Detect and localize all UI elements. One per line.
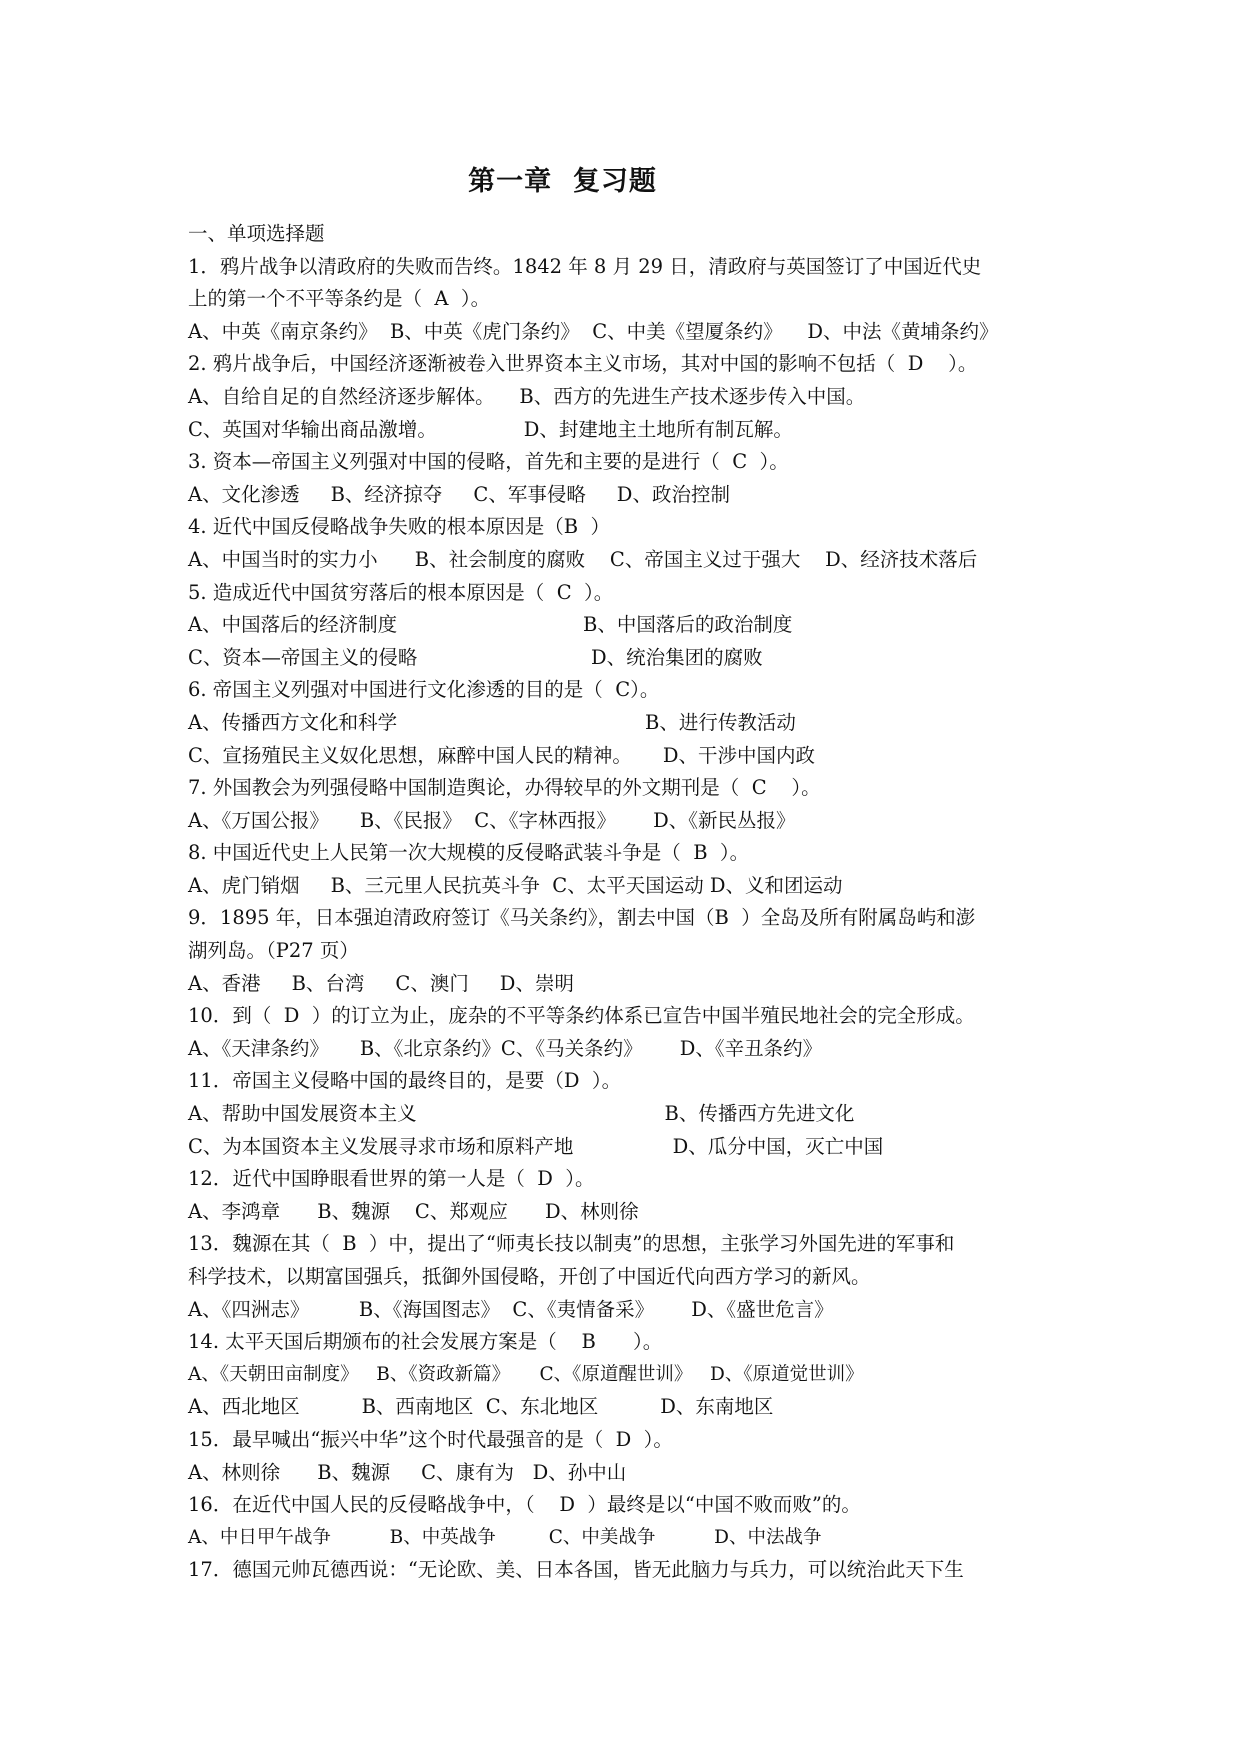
text-line: C、英国对华输出商品激增。 D、封建地主土地所有制瓦解。 [188, 417, 793, 441]
text-line: A、虎门销烟 B、三元里人民抗英斗争 C、太平天国运动 D、义和团运动 [188, 873, 843, 897]
question-list [188, 218, 1088, 1587]
text-line: 10．到（ D ）的订立为止，庞杂的不平等条约体系已宣告中国半殖民地社会的完全形成。 [188, 1004, 975, 1028]
text-line: 2. 鸦片战争后，中国经济逐渐被卷入世界资本主义市场，其对中国的影响不包括（ D ）。 [188, 352, 978, 376]
text-line: 13．魏源在其（ B ）中，提出了“师夷长技以制夷”的思想，主张学习外国先进的军事和 [188, 1232, 955, 1256]
text-line: 1．鸦片战争以清政府的失败而告终。1842 年 8 月 29 日，清政府与英国签订了中国近代史 [188, 254, 982, 278]
text-line: 3. 资本—帝国主义列强对中国的侵略，首先和主要的是进行（ C ）。 [188, 450, 789, 474]
text-line: 上的第一个不平等条约是（ A ）。 [188, 287, 491, 311]
text-line: A、文化渗透 B、经济掠夺 C、军事侵略 D、政治控制 [188, 482, 730, 506]
page-title: 第一章 复习题 [468, 166, 657, 197]
text-line: 12．近代中国睁眼看世界的第一人是（ D ）。 [188, 1167, 595, 1191]
text-line: 科学技术，以期富国强兵，抵御外国侵略，开创了中国近代向西方学习的新风。 [188, 1265, 871, 1288]
text-line: 7. 外国教会为列强侵略中国制造舆论，办得较早的外文期刊是（ C ）。 [188, 776, 821, 800]
text-line: A、中英《南京条约》 B、中英《虎门条约》 C、中美《望厦条约》 D、中法《黄埔条约》 [188, 319, 999, 343]
text-line: 9．1895 年，日本强迫清政府签订《马关条约》，割去中国（B ）全岛及所有附属岛屿和澎 [188, 906, 976, 930]
text-line: A、《天津条约》 B、《北京条约》C、《马关条约》 D、《辛丑条约》 [188, 1036, 823, 1060]
text-line: A、林则徐 B、魏源 C、康有为 D、孙中山 [188, 1460, 627, 1484]
text-line: A、中国落后的经济制度 B、中国落后的政治制度 [188, 613, 793, 637]
text-line: 5. 造成近代中国贫穷落后的根本原因是（ C ）。 [188, 580, 614, 604]
text-line: 8. 中国近代史上人民第一次大规模的反侵略武装斗争是（ B ）。 [188, 841, 750, 865]
text-line: A、香港 B、台湾 C、澳门 D、崇明 [188, 971, 574, 995]
text-line: C、为本国资本主义发展寻求市场和原料产地 D、瓜分中国，灭亡中国 [188, 1134, 884, 1158]
text-line: A、李鸿章 B、魏源 C、郑观应 D、林则徐 [188, 1199, 639, 1223]
text-line: 17．德国元帅瓦德西说：“无论欧、美、日本各国，皆无此脑力与兵力，可以统治此天下生 [188, 1558, 964, 1582]
text-line: 4. 近代中国反侵略战争失败的根本原因是（B ） [188, 515, 611, 539]
text-line: A、中国当时的实力小 B、社会制度的腐败 C、帝国主义过于强大 D、经济技术落后 [188, 547, 978, 571]
text-line: A、西北地区 B、西南地区 C、东北地区 D、东南地区 [188, 1395, 774, 1419]
text-line: 湖列岛。（P27 页） [188, 939, 359, 963]
text-line: 11．帝国主义侵略中国的最终目的，是要（D ）。 [188, 1069, 622, 1093]
text-line: A、自给自足的自然经济逐步解体。 B、西方的先进生产技术逐步传入中国。 [188, 384, 866, 408]
text-line: 15．最早喊出“振兴中华”这个时代最强音的是（ D ）。 [188, 1427, 673, 1451]
section-heading: 一、单项选择题 [188, 222, 325, 245]
text-line: 6. 帝国主义列强对中国进行文化渗透的目的是（ C）。 [188, 678, 660, 702]
text-line: A、《万国公报》 B、《民报》 C、《字林西报》 D、《新民丛报》 [188, 808, 796, 832]
text-line: A、帮助中国发展资本主义 B、传播西方先进文化 [188, 1102, 855, 1126]
text-line: 14. 太平天国后期颁布的社会发展方案是（ B ）。 [188, 1330, 663, 1354]
text-line: A、传播西方文化和科学 B、进行传教活动 [188, 710, 796, 734]
text-line: A、《天朝田亩制度》 B、《资政新篇》 C、《原道醒世训》 D、《原道觉世训》 [188, 1363, 864, 1385]
text-line: 16．在近代中国人民的反侵略战争中，（ D ）最终是以“中国不败而败”的。 [188, 1493, 861, 1517]
text-line: A、中日甲午战争 B、中英战争 C、中美战争 D、中法战争 [188, 1526, 822, 1548]
text-line: A、《四洲志》 B、《海国图志》 C、《夷情备采》 D、《盛世危言》 [188, 1297, 834, 1321]
text-line: C、宣扬殖民主义奴化思想，麻醉中国人民的精神。 D、干涉中国内政 [188, 743, 816, 767]
text-line: C、资本—帝国主义的侵略 D、统治集团的腐败 [188, 645, 763, 669]
